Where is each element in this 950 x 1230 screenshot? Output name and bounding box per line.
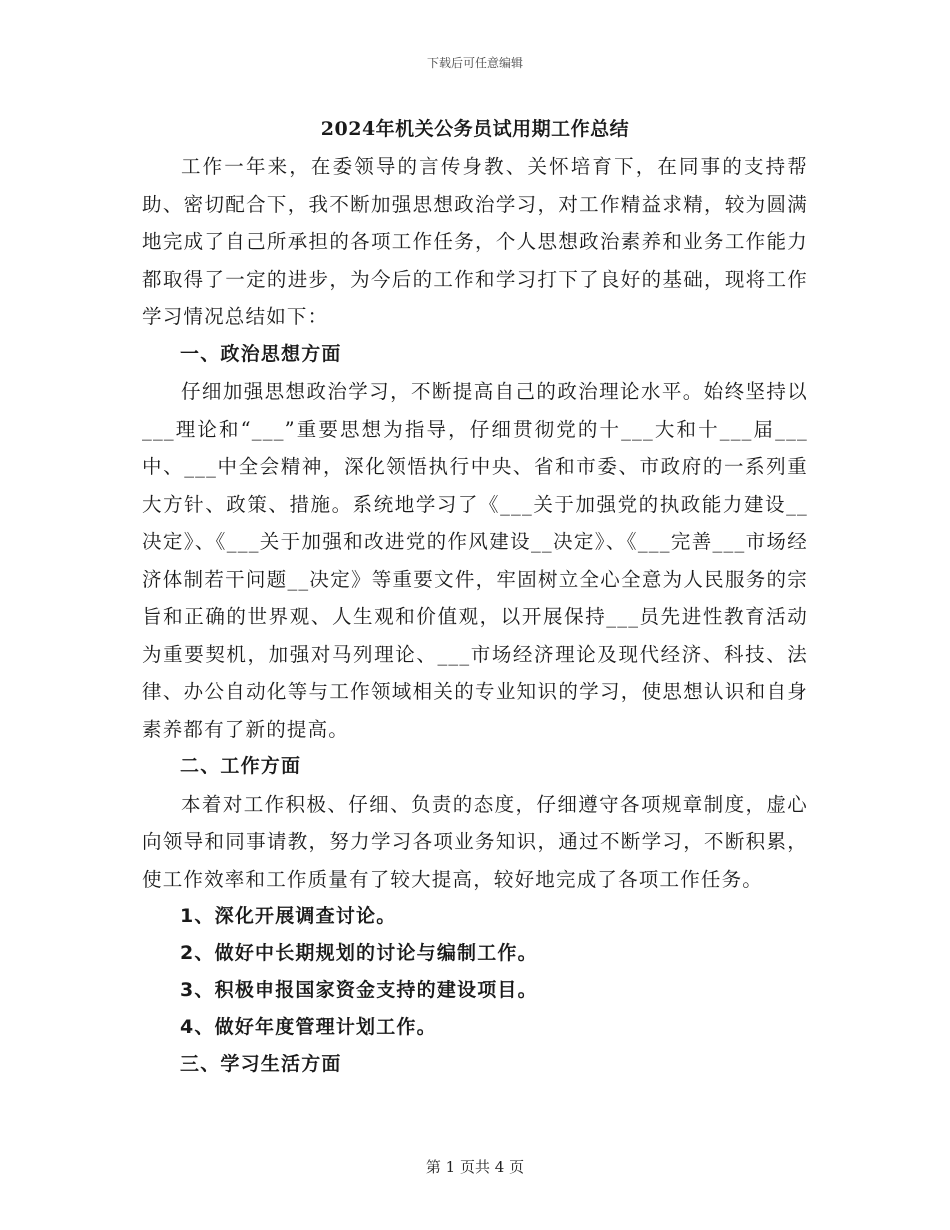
list-item: 1、深化开展调查讨论。 [180, 905, 397, 927]
section-heading-study-life: 三、学习生活方面 [180, 1053, 342, 1075]
section-paragraph-politics: 仔细加强思想政治学习，不断提高自己的政治理论水平。始终坚持以___理论和“___”重要思想为指导，仔细贯彻党的十___大和十___届___中、___中全会精神，深化领悟执行中央、省和市委、市政府的一系列重大方针、政策、措施。系统地学习了《___关于加强党的执政能力建设__决定》、《___关于加强和改进党的作风建设__决定》、《___完善___市场经济体制若干问题__决定》等重要文件，牢固树立全心全意为人民服务的宗旨和正确的世界观、人生观和价值观，以开展保持___员先进性教育活动为重要契机，加强对马列理论、___市场经济理论及现代经济、科技、法律、办公自动化等与工作领域相关的专业知识的学习，使思想认识和自身素养都有了新的提高。 [142, 380, 808, 741]
intro-paragraph: 工作一年来，在委领导的言传身教、关怀培育下，在同事的支持帮助、密切配合下，我不断加强思想政治学习，对工作精益求精，较为圆满地完成了自己所承担的各项工作任务，个人思想政治素养和业务工作能力都取得了一定的进步，为今后的工作和学习打下了良好的基础，现将工作学习情况总结如下： [142, 155, 808, 328]
list-item: 3、积极申报国家资金支持的建设项目。 [180, 979, 538, 1001]
section-heading-work: 二、工作方面 [180, 755, 302, 777]
page-number-footer: 第 1 页共 4 页 [425, 1158, 525, 1176]
document-title: 2024年机关公务员试用期工作总结 [320, 118, 630, 140]
list-item: 4、做好年度管理计划工作。 [180, 1016, 437, 1038]
list-item: 2、做好中长期规划的讨论与编制工作。 [180, 942, 538, 964]
page-header-note: 下载后可任意编辑 [426, 56, 523, 70]
document-body [142, 148, 808, 1084]
section-paragraph-work: 本着对工作积极、仔细、负责的态度，仔细遵守各项规章制度，虚心向领导和同事请教，努力学习各项业务知识，通过不断学习，不断积累，使工作效率和工作质量有了较大提高，较好地完成了各项工作任务。 [142, 792, 808, 891]
section-heading-politics: 一、政治思想方面 [180, 342, 342, 365]
